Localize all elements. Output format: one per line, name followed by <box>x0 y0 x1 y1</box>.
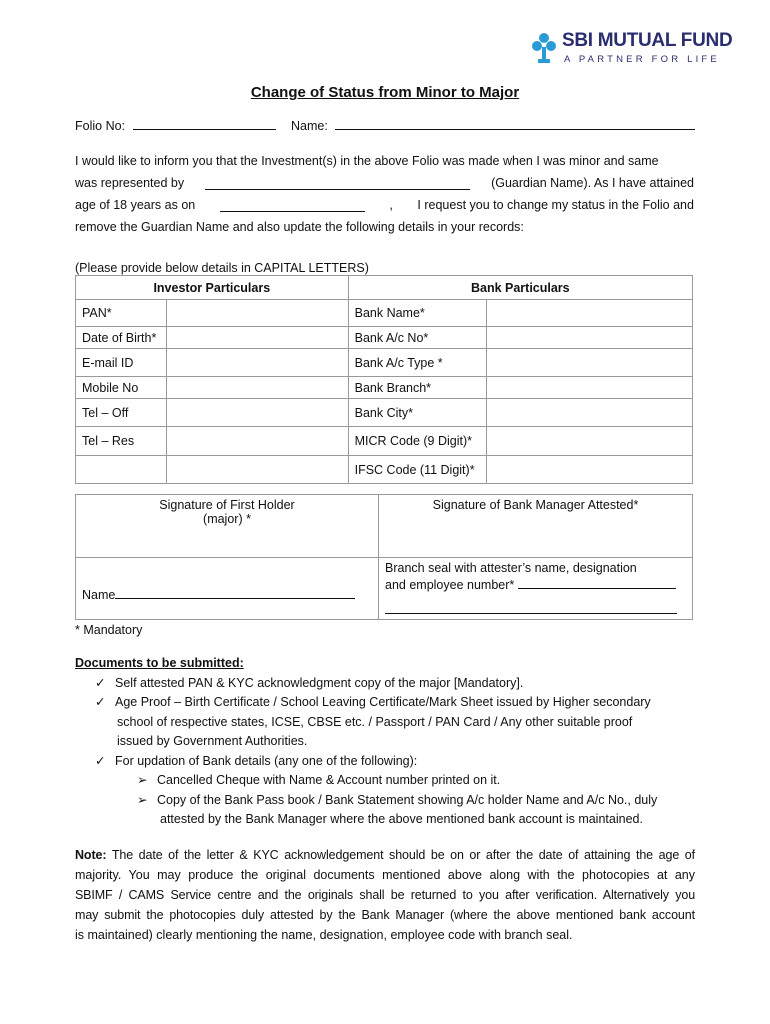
note-text: is maintained) clearly mentioning the name, designation, employee code with branch seal. <box>75 928 573 942</box>
name-label: Name: <box>291 119 328 133</box>
bank-manager-signature-box[interactable] <box>379 495 693 558</box>
signature-table <box>75 494 693 620</box>
documents-section <box>75 654 695 830</box>
doc-item-text: Age Proof – Birth Certificate / School Leaving Certificate/Mark Sheet issued by Higher secondary <box>115 695 651 709</box>
name-input[interactable] <box>335 117 695 130</box>
field-label: E-mail ID <box>76 349 167 377</box>
list-item <box>75 771 695 791</box>
first-holder-label: Signature of First Holder <box>159 498 295 512</box>
doc-subitem-text: attested by the Bank Manager where the above mentioned bank account is maintained. <box>160 812 643 826</box>
doc-subitem-text: Copy of the Bank Pass book / Bank Statement showing A/c holder Name and A/c No., duly <box>157 792 658 807</box>
field-label: MICR Code (9 Digit)* <box>348 427 486 456</box>
note-text: may submit the photocopies duly attested by the Bank Manager (where the above mentioned bank account <box>75 908 695 922</box>
checkmark-icon: ✓ <box>95 695 106 709</box>
field-label: IFSC Code (11 Digit)* <box>348 456 486 484</box>
field-label: Tel – Res <box>76 427 167 456</box>
seal-label: and employee number* <box>385 578 515 592</box>
investor-particulars-header: Investor Particulars <box>76 276 349 300</box>
page-title: Change of Status from Minor to Major <box>250 84 520 101</box>
bank-manager-label: Signature of Bank Manager Attested* <box>432 498 639 512</box>
note-text: majority. You may produce the original documents mentioned above along with the photocopies at any <box>75 868 695 882</box>
field-input[interactable] <box>167 349 348 377</box>
folio-input[interactable] <box>133 117 276 130</box>
signature-name-input[interactable] <box>115 586 355 599</box>
intro-text: (Guardian Name). As I have attained <box>491 176 694 190</box>
intro-line-4: remove the Guardian Name and also update the following details in your records: <box>75 220 524 234</box>
field-label: Bank Name* <box>348 300 486 327</box>
field-label: Bank City* <box>348 399 486 427</box>
note-text: The date of the letter & KYC acknowledgement should be on or after the date of attaining the age of <box>111 848 695 862</box>
list-item <box>75 791 695 811</box>
field-input[interactable] <box>486 377 692 399</box>
checkmark-icon: ✓ <box>95 675 106 690</box>
field-label <box>76 456 167 484</box>
arrow-bullet-icon: ➢ <box>137 792 148 807</box>
folio-label: Folio No: <box>75 119 126 133</box>
field-input[interactable] <box>167 377 348 399</box>
brand-logo <box>528 30 733 70</box>
field-label: Mobile No <box>76 377 167 399</box>
intro-text: age of 18 years as on <box>75 198 196 212</box>
documents-heading: Documents to be submitted: <box>75 656 244 670</box>
field-input[interactable] <box>167 327 348 349</box>
field-input[interactable] <box>486 327 692 349</box>
arrow-bullet-icon: ➢ <box>137 773 148 787</box>
brand-name: SBI MUTUAL FUND <box>562 30 733 51</box>
doc-item-text: school of respective states, ICSE, CBSE etc. / Passport / PAN Card / Any other suitable proof <box>117 714 633 729</box>
field-input[interactable] <box>486 399 692 427</box>
intro-text: was represented by <box>75 176 185 190</box>
list-item <box>75 693 695 713</box>
list-item <box>75 752 695 772</box>
intro-text: , <box>389 198 393 212</box>
checkmark-icon: ✓ <box>95 753 106 768</box>
field-input[interactable] <box>486 456 692 484</box>
employee-number-input[interactable] <box>518 576 676 589</box>
note-label: Note: <box>75 848 107 862</box>
brand-tagline: A PARTNER FOR LIFE <box>564 54 720 65</box>
field-input[interactable] <box>167 300 348 327</box>
field-input[interactable] <box>486 349 692 377</box>
field-label: Date of Birth* <box>76 327 167 349</box>
doc-subitem-text: Cancelled Cheque with Name & Account number printed on it. <box>157 773 501 787</box>
field-label: Bank A/c No* <box>348 327 486 349</box>
date-attained-input[interactable] <box>220 199 365 212</box>
intro-line-1: I would like to inform you that the Investment(s) in the above Folio was made when I was minor and same <box>75 154 659 168</box>
note-text: SBIMF / CAMS Service centre and the originals shall be returned to you after verification. Alternatively you <box>75 888 695 902</box>
intro-text: I request you to change my status in the Folio and <box>417 198 694 212</box>
field-input[interactable] <box>167 427 348 456</box>
field-input[interactable] <box>486 427 692 456</box>
first-holder-sublabel: (major) * <box>203 512 251 526</box>
field-label: Tel – Off <box>76 399 167 427</box>
field-label: Bank A/c Type * <box>348 349 486 377</box>
mandatory-note: * Mandatory <box>75 623 143 637</box>
capital-letters-instruction: (Please provide below details in CAPITAL LETTERS) <box>75 261 369 275</box>
signature-name-label: Name <box>82 587 116 602</box>
doc-item-text: For updation of Bank details (any one of the following): <box>115 753 418 768</box>
first-holder-signature-box[interactable] <box>76 495 379 558</box>
folio-row <box>75 117 695 133</box>
field-label: Bank Branch* <box>348 377 486 399</box>
branch-seal-cell <box>379 558 693 620</box>
seal-label: Branch seal with attester’s name, designation <box>385 561 637 575</box>
seal-extra-line[interactable] <box>385 601 677 614</box>
doc-item-text: issued by Government Authorities. <box>117 734 308 748</box>
field-input[interactable] <box>167 456 348 484</box>
field-label: PAN* <box>76 300 167 327</box>
field-input[interactable] <box>486 300 692 327</box>
list-item <box>75 674 695 694</box>
field-input[interactable] <box>167 399 348 427</box>
details-table <box>75 275 693 484</box>
sbi-logo-icon <box>530 30 558 66</box>
name-cell <box>76 558 379 620</box>
guardian-name-input[interactable] <box>205 177 470 190</box>
intro-paragraph <box>75 150 694 238</box>
bank-particulars-header: Bank Particulars <box>348 276 692 300</box>
doc-item-text: Self attested PAN & KYC acknowledgment copy of the major [Mandatory]. <box>115 675 524 690</box>
note-paragraph <box>75 845 695 945</box>
